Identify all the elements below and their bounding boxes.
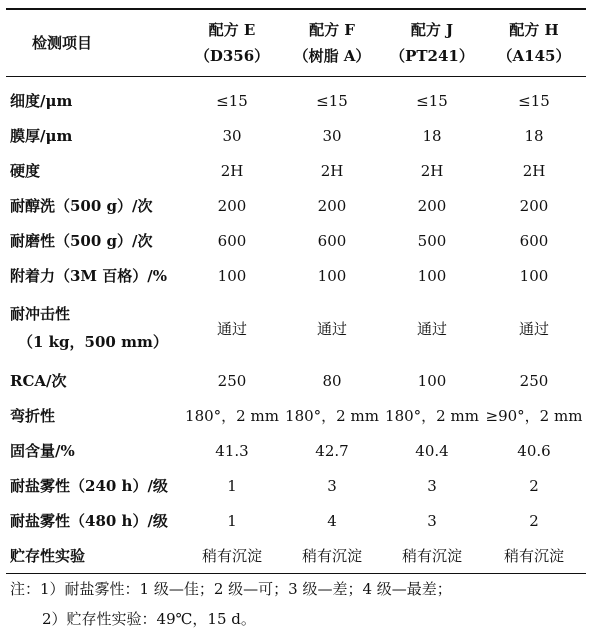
formula-code: （A145）: [497, 47, 571, 65]
cell-value: 600: [217, 231, 247, 250]
cell-value: 200: [317, 196, 347, 215]
table-header: [6, 9, 586, 77]
row-label: 附着力（3M 百格）/%: [10, 267, 167, 285]
cell-value: 600: [317, 231, 347, 250]
cell-value: ≥90°，2 mm: [485, 407, 583, 425]
cell-value: 180°，2 mm: [385, 407, 479, 425]
row-label-line: （1 kg，500 mm）: [18, 333, 168, 351]
cell-value: 200: [417, 196, 447, 215]
table-row: [6, 293, 586, 363]
cell-value: ≤15: [518, 91, 550, 110]
table-row: [6, 503, 586, 538]
formula-code: （树脂 A）: [293, 47, 371, 65]
cell-value: 41.3: [215, 441, 249, 460]
row-label: 固含量/%: [10, 442, 75, 460]
table-row: [6, 398, 586, 433]
cell-value: 通过: [216, 319, 247, 338]
cell-value: 80: [322, 371, 342, 390]
cell-value: 180°，2 mm: [285, 407, 379, 425]
cell-value: 3: [427, 511, 437, 530]
row-label: 耐磨性（500 g）/次: [10, 232, 153, 250]
table-row: [6, 468, 586, 503]
cell-value: 1: [227, 476, 237, 495]
cell-value: 稍有沉淀: [201, 547, 262, 565]
cell-value: 200: [519, 196, 549, 215]
table-row: [6, 433, 586, 468]
header-formula-h: [482, 9, 586, 77]
cell-value: 18: [422, 126, 442, 145]
cell-value: 100: [417, 266, 447, 285]
cell-value: 100: [317, 266, 347, 285]
cell-value: 30: [222, 126, 242, 145]
formula-name: 配方 J: [410, 21, 454, 39]
row-label: 耐盐雾性（480 h）/级: [10, 512, 168, 530]
row-label: RCA/次: [10, 372, 67, 390]
cell-value: 2H: [320, 161, 344, 180]
note-line-1: 注：1）耐盐雾性：1 级—佳；2 级—可；3 级—差；4 级—最差；: [10, 580, 452, 598]
cell-value: 通过: [416, 319, 447, 338]
test-results-table: [6, 8, 586, 574]
table-row: [6, 538, 586, 574]
cell-value: ≤15: [316, 91, 348, 110]
table-body: [6, 77, 586, 574]
cell-value: 稍有沉淀: [401, 547, 462, 565]
cell-value: 2: [529, 476, 539, 495]
cell-value: 180°，2 mm: [185, 407, 279, 425]
row-label: 细度/μm: [10, 92, 73, 110]
row-label-line: 耐冲击性: [10, 305, 71, 323]
formula-name: 配方 F: [309, 21, 355, 39]
cell-value: 1: [227, 511, 237, 530]
cell-value: 稍有沉淀: [301, 547, 362, 565]
cell-value: 42.7: [315, 441, 349, 460]
cell-value: 500: [417, 231, 447, 250]
cell-value: 3: [327, 476, 337, 495]
row-label: 膜厚/μm: [10, 127, 73, 145]
cell-value: 30: [322, 126, 342, 145]
formula-name: 配方 H: [509, 21, 559, 39]
cell-value: 250: [217, 371, 247, 390]
formula-code: （PT241）: [390, 47, 474, 65]
row-label: 弯折性: [10, 407, 56, 425]
cell-value: 600: [519, 231, 549, 250]
header-test-item: 检测项目: [32, 34, 93, 52]
table-notes: [10, 574, 590, 634]
note-line-2: 2）贮存性实验：49℃，15 d。: [42, 610, 256, 628]
header-formula-j: [382, 9, 482, 77]
table-row: [6, 258, 586, 293]
cell-value: 100: [519, 266, 549, 285]
table-row: [6, 118, 586, 153]
formula-code: （D356）: [194, 47, 270, 65]
row-label: 贮存性实验: [10, 547, 86, 565]
cell-value: 2H: [220, 161, 244, 180]
cell-value: 通过: [518, 319, 549, 338]
cell-value: ≤15: [416, 91, 448, 110]
header-formula-e: [182, 9, 282, 77]
table-row: [6, 223, 586, 258]
table-row: [6, 188, 586, 223]
cell-value: 稍有沉淀: [503, 547, 564, 565]
cell-value: 250: [519, 371, 549, 390]
cell-value: 2: [529, 511, 539, 530]
cell-value: 3: [427, 476, 437, 495]
cell-value: 2H: [522, 161, 546, 180]
table-row: [6, 77, 586, 119]
cell-value: 40.4: [415, 441, 449, 460]
cell-value: 18: [524, 126, 544, 145]
cell-value: 通过: [316, 319, 347, 338]
row-label: 硬度: [10, 162, 41, 180]
cell-value: 200: [217, 196, 247, 215]
cell-value: ≤15: [216, 91, 248, 110]
cell-value: 100: [417, 371, 447, 390]
cell-value: 100: [217, 266, 247, 285]
header-row: [6, 9, 586, 77]
header-formula-f: [282, 9, 382, 77]
cell-value: 2H: [420, 161, 444, 180]
cell-value: 4: [327, 511, 337, 530]
cell-value: 40.6: [517, 441, 551, 460]
table-row: [6, 153, 586, 188]
row-label: [6, 293, 182, 363]
row-label: 耐盐雾性（240 h）/级: [10, 477, 168, 495]
table-row: [6, 363, 586, 398]
row-label: 耐醇洗（500 g）/次: [10, 197, 153, 215]
formula-name: 配方 E: [208, 21, 256, 39]
